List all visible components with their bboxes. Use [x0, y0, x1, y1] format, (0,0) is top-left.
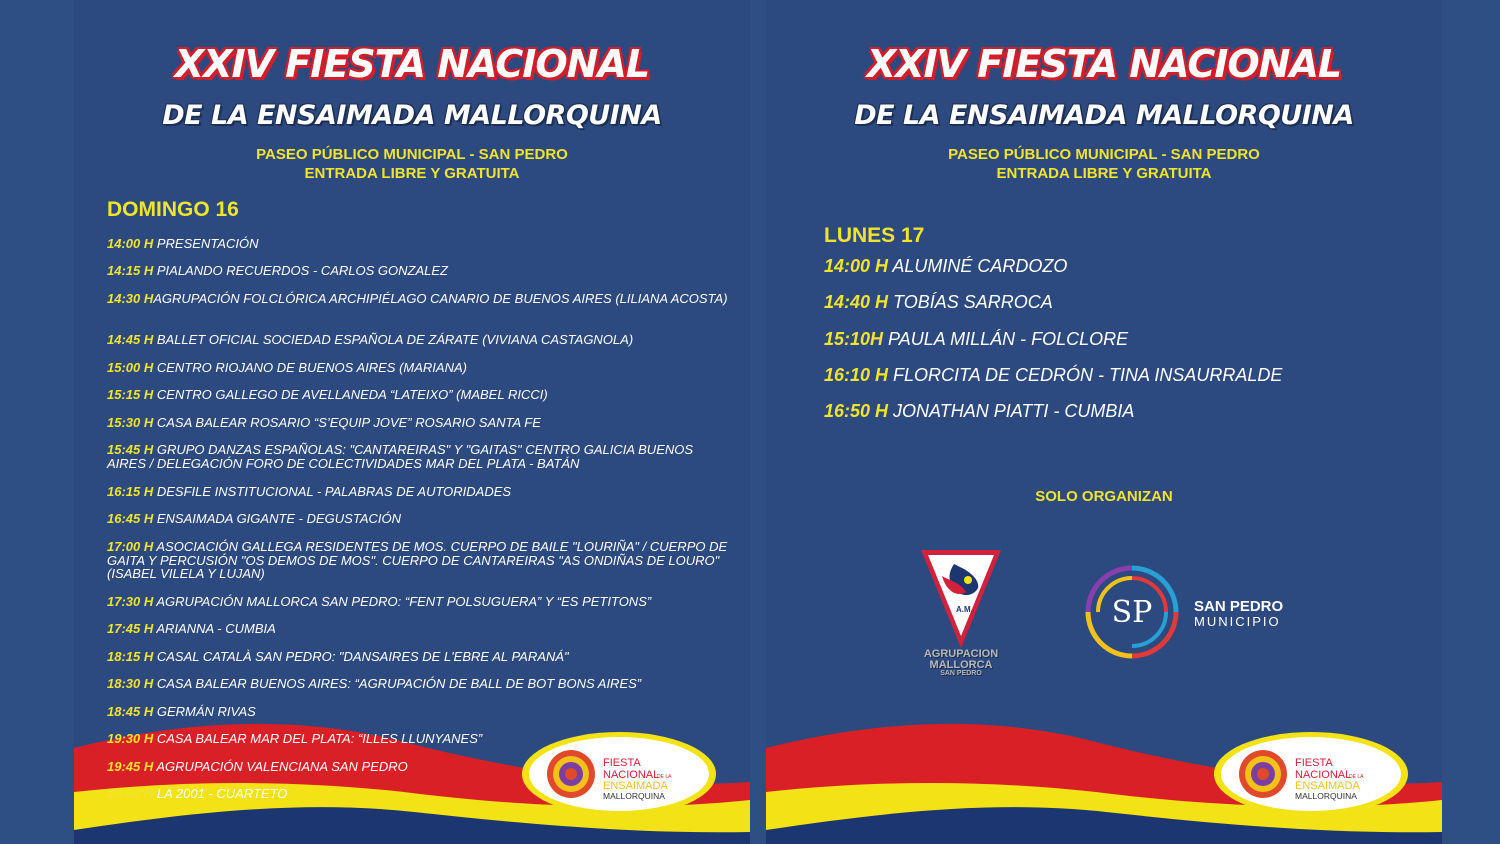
- fiesta-badge-logo: [519, 730, 719, 820]
- badge-line2: NACIONAL: [1295, 769, 1352, 781]
- poster-title: XXIV FIESTA NACIONAL: [866, 42, 1342, 86]
- schedule-act: DESFILE INSTITUCIONAL - PALABRAS DE AUTORIDADES: [153, 484, 512, 499]
- poster-subtitle: DE LA ENSAIMADA MALLORQUINA: [162, 100, 662, 131]
- schedule-time: 14:00 H: [107, 236, 154, 251]
- schedule-time: 19:45 H: [107, 759, 154, 774]
- schedule-act: CENTRO GALLEGO DE AVELLANEDA “LATEIXO” (MABEL RICCI): [153, 387, 548, 402]
- flag-wave-decoration: [766, 0, 1442, 844]
- schedule-time: 14:00 H: [824, 256, 889, 276]
- schedule-act: AGRUPACIÓN FOLCLÓRICA ARCHIPIÉLAGO CANARIO DE BUENOS AIRES (LILIANA ACOSTA): [153, 291, 728, 306]
- schedule-time: 18:15 H: [107, 649, 154, 664]
- schedule-time: 15:30 H: [107, 415, 154, 430]
- schedule-time: 15:00 H: [107, 360, 154, 375]
- schedule-act: ALUMINÉ CARDOZO: [888, 256, 1068, 276]
- schedule-act: PRESENTACIÓN: [153, 236, 259, 251]
- schedule-act: PIALANDO RECUERDOS - CARLOS GONZALEZ: [153, 263, 448, 278]
- schedule-act: CASAL CATALÀ SAN PEDRO: "DANSAIRES DE L'EBRE AL PARANÁ": [153, 649, 569, 664]
- venue-text: PASEO PÚBLICO MUNICIPAL - SAN PEDRO: [948, 146, 1260, 163]
- poster-domingo: [74, 0, 750, 844]
- schedule-act: ASOCIACIÓN GALLEGA RESIDENTES DE MOS. CUERPO DE BAILE "LOURIÑA" / CUERPO DE GAITA Y PERCUSIÓN "OS DEMOS DE MOS". CUERPO DE CANTAREIRAS "AS ONDIÑAS DE LOURO" (ISABEL VILELA Y LUJAN): [107, 539, 728, 581]
- poster-lunes: [766, 0, 1442, 844]
- schedule-time: 16:10 H: [824, 365, 889, 385]
- schedule-time: 14:30 H: [107, 291, 154, 306]
- entry-text: ENTRADA LIBRE Y GRATUITA: [996, 165, 1212, 182]
- badge-line2-small: DE LA: [1349, 774, 1364, 780]
- poster-subtitle: DE LA ENSAIMADA MALLORQUINA: [854, 100, 1354, 131]
- schedule-time: 17:00 H: [107, 539, 154, 554]
- schedule-time: 15:45 H: [107, 442, 154, 457]
- schedule-time: 17:45 H: [107, 621, 154, 636]
- day-label: DOMINGO 16: [107, 198, 239, 221]
- badge-line4: MALLORQUINA: [603, 791, 665, 801]
- schedule-act: JONATHAN PIATTI - CUMBIA: [888, 401, 1135, 421]
- schedule-act: TOBÍAS SARROCA: [888, 292, 1053, 312]
- schedule-time: 20:00 H: [107, 786, 154, 801]
- schedule-act: ENSAIMADA GIGANTE - DEGUSTACIÓN: [153, 511, 401, 526]
- schedule-act: BALLET OFICIAL SOCIEDAD ESPAÑOLA DE ZÁRATE (VIVIANA CASTAGNOLA): [153, 332, 634, 347]
- organizers-label: SOLO ORGANIZAN: [1035, 488, 1173, 505]
- schedule-act: LA 2001 - CUARTETO: [153, 786, 288, 801]
- schedule-time: 18:30 H: [107, 676, 154, 691]
- badge-line2-small: DE LA: [657, 774, 672, 780]
- sp-name: SAN PEDRO: [1194, 598, 1284, 615]
- schedule-act: CASA BALEAR BUENOS AIRES: “AGRUPACIÓN DE BALL DE BOT BONS AIRES”: [153, 676, 642, 691]
- schedule-time: 19:30 H: [107, 731, 154, 746]
- schedule-act: AGRUPACIÓN MALLORCA SAN PEDRO: “FENT POLSUGUERA” Y “ES PETITONS”: [153, 594, 652, 609]
- schedule-time: 16:15 H: [107, 484, 154, 499]
- badge-line3: ENSAIMADA: [603, 780, 668, 792]
- poster-title: XXIV FIESTA NACIONAL: [174, 42, 650, 86]
- badge-line4: MALLORQUINA: [1295, 791, 1357, 801]
- schedule-act: PAULA MILLÁN - FOLCLORE: [883, 329, 1129, 349]
- badge-line1: FIESTA: [603, 757, 641, 769]
- flag-wave-decoration: [74, 0, 750, 844]
- schedule-time: 14:40 H: [824, 292, 889, 312]
- sp-subname: MUNICIPIO: [1194, 614, 1281, 629]
- badge-line1: FIESTA: [1295, 757, 1333, 769]
- schedule-time: 16:45 H: [107, 511, 154, 526]
- mallorca-name-line1: AGRUPACION: [923, 648, 999, 660]
- badge-line3: ENSAIMADA: [1295, 780, 1360, 792]
- venue-text: PASEO PÚBLICO MUNICIPAL - SAN PEDRO: [256, 146, 568, 163]
- schedule-time: 14:45 H: [107, 332, 154, 347]
- sp-initials: SP: [1111, 595, 1153, 630]
- schedule-time: 17:30 H: [107, 594, 154, 609]
- badge-line2: NACIONAL: [603, 769, 660, 781]
- mallorca-name-line3: SAN PEDRO: [940, 670, 982, 677]
- schedule-act: CASA BALEAR ROSARIO “S’EQUIP JOVE” ROSARIO SANTA FE: [153, 415, 541, 430]
- schedule-act: GRUPO DANZAS ESPAÑOLAS: "CANTAREIRAS" Y "GAITAS" CENTRO GALICIA BUENOS AIRES / DELEGACIÓN FORO DE COLECTIVIDADES MAR DEL PLATA - BATÁN: [107, 442, 694, 471]
- schedule-time: 16:50 H: [824, 401, 889, 421]
- schedule-act: ARIANNA - CUMBIA: [153, 621, 276, 636]
- schedule-time: 15:15 H: [107, 387, 154, 402]
- schedule-act: GERMÁN RIVAS: [153, 704, 256, 719]
- schedule-time: 15:10H: [824, 329, 884, 349]
- day-label: LUNES 17: [824, 224, 925, 247]
- fiesta-badge-logo: [1211, 730, 1411, 820]
- schedule-act: AGRUPACIÓN VALENCIANA SAN PEDRO: [153, 759, 408, 774]
- mallorca-initials: A.M.: [956, 605, 973, 614]
- entry-text: ENTRADA LIBRE Y GRATUITA: [304, 165, 520, 182]
- schedule-time: 14:15 H: [107, 263, 154, 278]
- schedule-act: CENTRO RIOJANO DE BUENOS AIRES (MARIANA): [153, 360, 467, 375]
- schedule-act: CASA BALEAR MAR DEL PLATA: “ILLES LLUNYANES”: [153, 731, 483, 746]
- schedule-act: FLORCITA DE CEDRÓN - TINA INSAURRALDE: [888, 365, 1283, 385]
- schedule-time: 18:45 H: [107, 704, 154, 719]
- mallorca-name-line2: MALLORCA: [929, 659, 993, 671]
